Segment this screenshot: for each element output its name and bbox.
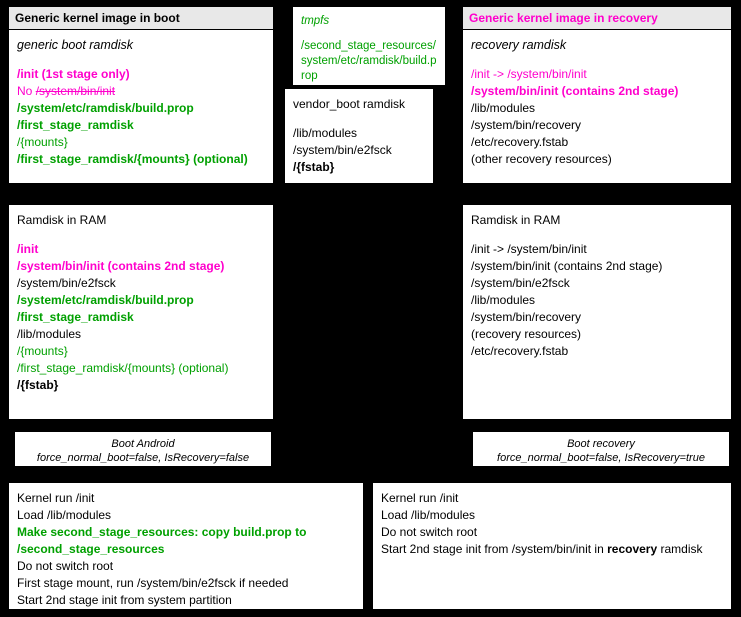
ramdisk-boot-line-init: /init (17, 242, 39, 256)
ramdisk-recovery-title: Ramdisk in RAM (471, 213, 561, 227)
panel-ramdisk-in-ram-boot-body (9, 205, 273, 401)
kernel-boot-line-start-second-stage: Start 2nd stage init from system partition (17, 593, 232, 607)
panel-gki-boot-header: Generic kernel image in boot (9, 7, 273, 30)
panel-gki-recovery (462, 6, 732, 184)
recovery-ramdisk-subtitle: recovery ramdisk (471, 38, 567, 52)
ramdisk-recovery-line-system-bin-recovery: /system/bin/recovery (471, 310, 582, 324)
panel-gki-boot (8, 6, 274, 184)
recovery-line-init-symlink: /init -> /system/bin/init (471, 67, 587, 81)
boot-line-first-stage-mounts: /first_stage_ramdisk/{mounts} (optional) (17, 152, 248, 166)
panel-ramdisk-in-ram-recovery-body (463, 205, 731, 367)
ramdisk-recovery-line-resources: (recovery resources) (471, 327, 582, 341)
panel-kernel-run-recovery-body (373, 483, 731, 565)
boot-android-title: Boot Android (111, 438, 175, 450)
boot-recovery-title: Boot recovery (567, 438, 635, 450)
recovery-line-recovery-fstab: /etc/recovery.fstab (471, 135, 569, 149)
ramdisk-boot-line-system-bin-init: /system/bin/init (contains 2nd stage) (17, 259, 225, 273)
recovery-line-lib-modules: /lib/modules (471, 101, 536, 115)
recovery-line-system-bin-recovery: /system/bin/recovery (471, 118, 582, 132)
ramdisk-boot-line-lib-modules: /lib/modules (17, 327, 82, 341)
vendor-boot-line-lib-modules: /lib/modules (293, 126, 358, 140)
boot-line-no-system-bin-init: No /system/bin/init (17, 84, 116, 98)
kernel-boot-line-no-switch-root: Do not switch root (17, 559, 114, 573)
boot-recovery-flags: force_normal_boot=false, IsRecovery=true (497, 452, 705, 464)
panel-gki-boot-body (9, 30, 273, 175)
ramdisk-boot-line-fstab: /{fstab} (17, 378, 59, 392)
kernel-boot-line-run-init: Kernel run /init (17, 491, 95, 505)
kernel-boot-line-second-stage-resources: Make second_stage_resources: copy build.prop to /second_stage_resources (17, 525, 310, 556)
panel-tmpfs (292, 6, 446, 86)
ramdisk-recovery-line-init-symlink: /init -> /system/bin/init (471, 242, 587, 256)
panel-kernel-run-boot-body (9, 483, 363, 610)
boot-ramdisk-subtitle: generic boot ramdisk (17, 38, 134, 52)
box-boot-android-body (15, 432, 271, 467)
panel-ramdisk-in-ram-boot (8, 204, 274, 420)
recovery-line-system-bin-init: /system/bin/init (contains 2nd stage) (471, 84, 679, 98)
kernel-recovery-line-run-init: Kernel run /init (381, 491, 459, 505)
ramdisk-boot-line-build-prop: /system/etc/ramdisk/build.prop (17, 293, 194, 307)
ramdisk-boot-line-first-stage-mounts: /first_stage_ramdisk/{mounts} (optional) (17, 361, 229, 375)
panel-gki-recovery-body (463, 30, 731, 175)
panel-kernel-run-recovery (372, 482, 732, 610)
ramdisk-recovery-line-recovery-fstab: /etc/recovery.fstab (471, 344, 569, 358)
box-boot-android (14, 431, 272, 467)
ramdisk-boot-line-e2fsck: /system/bin/e2fsck (17, 276, 116, 290)
panel-kernel-run-boot (8, 482, 364, 610)
boot-line-strikethrough-path: /system/bin/init (35, 84, 116, 98)
panel-ramdisk-in-ram-recovery (462, 204, 732, 420)
kernel-recovery-line-no-switch-root: Do not switch root (381, 525, 478, 539)
ramdisk-recovery-line-system-bin-init: /system/bin/init (contains 2nd stage) (471, 259, 663, 273)
boot-line-first-stage-ramdisk: /first_stage_ramdisk (17, 118, 134, 132)
boot-line-init: /init (1st stage only) (17, 67, 130, 81)
panel-gki-recovery-header: Generic kernel image in recovery (463, 7, 731, 30)
tmpfs-title: tmpfs (301, 15, 330, 27)
panel-vendor-boot-body (285, 89, 433, 183)
boot-line-build-prop: /system/etc/ramdisk/build.prop (17, 101, 194, 115)
ramdisk-recovery-line-e2fsck: /system/bin/e2fsck (471, 276, 570, 290)
kernel-recovery-line-start-second-stage: Start 2nd stage init from /system/bin/init in recovery ramdisk (381, 542, 703, 556)
vendor-boot-line-fstab: /{fstab} (293, 160, 335, 174)
ramdisk-recovery-line-lib-modules: /lib/modules (471, 293, 536, 307)
ramdisk-boot-title: Ramdisk in RAM (17, 213, 107, 227)
panel-tmpfs-body (293, 7, 445, 86)
vendor-boot-title: vendor_boot ramdisk (293, 97, 406, 111)
boot-android-flags: force_normal_boot=false, IsRecovery=false (36, 452, 250, 464)
vendor-boot-line-e2fsck: /system/bin/e2fsck (293, 143, 392, 157)
ramdisk-boot-line-mounts: /{mounts} (17, 344, 68, 358)
kernel-recovery-line-load-modules: Load /lib/modules (381, 508, 476, 522)
tmpfs-path: /second_stage_resources/system/etc/ramdisk/build.prop (301, 40, 437, 82)
kernel-recovery-bold-word: recovery (607, 542, 658, 556)
box-boot-recovery (472, 431, 730, 467)
recovery-line-other-resources: (other recovery resources) (471, 152, 612, 166)
box-boot-recovery-body (473, 432, 729, 467)
ramdisk-boot-line-first-stage-ramdisk: /first_stage_ramdisk (17, 310, 134, 324)
kernel-boot-line-load-modules: Load /lib/modules (17, 508, 112, 522)
kernel-boot-line-first-stage-mount: First stage mount, run /system/bin/e2fsck if needed (17, 576, 289, 590)
boot-line-mounts: /{mounts} (17, 135, 68, 149)
panel-vendor-boot (284, 88, 434, 184)
